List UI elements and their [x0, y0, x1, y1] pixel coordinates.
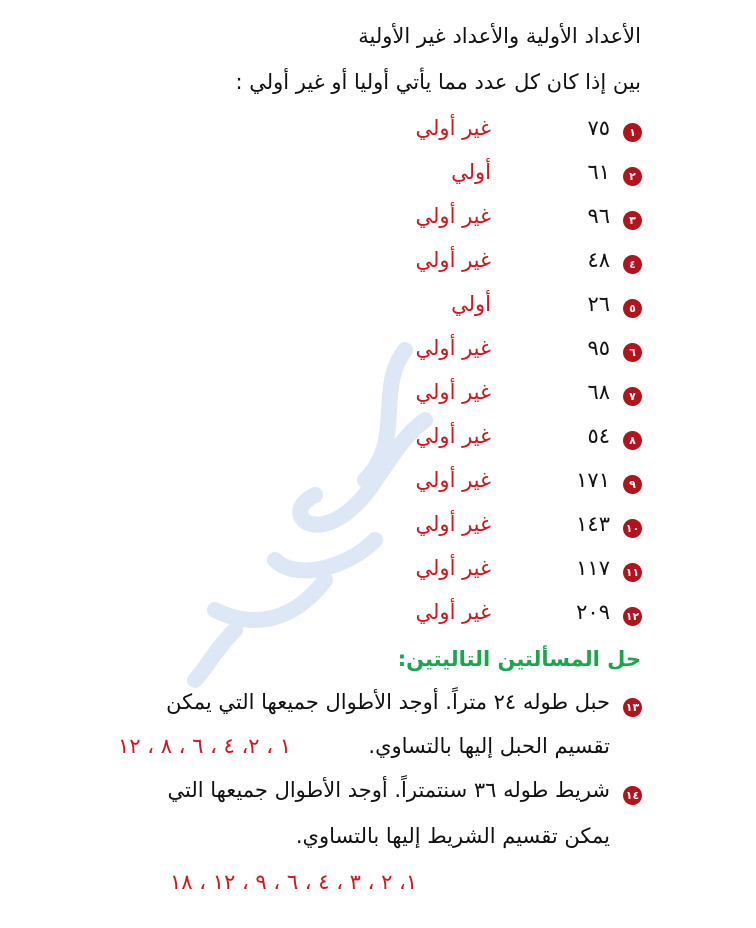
item-number: ٦١ [587, 160, 610, 184]
problem-text: يمكن تقسيم الشريط إليها بالتساوي. [295, 824, 610, 848]
page-title: الأعداد الأولية والأعداد غير الأولية [358, 24, 641, 48]
list-item [0, 424, 756, 464]
problem-answer: ١ ، ٢، ٤ ، ٦ ، ٨ ، ١٢ [118, 734, 291, 758]
item-number: ٥٤ [587, 424, 610, 448]
list-item [0, 248, 756, 288]
item-answer: أولي [451, 292, 491, 316]
number-badge: ١٢ [623, 607, 642, 626]
number-badge: ٥ [623, 299, 642, 318]
list-item [0, 292, 756, 332]
number-badge: ١١ [623, 563, 642, 582]
number-badge: ٦ [623, 343, 642, 362]
problem-text: حبل طوله ٢٤ متراً. أوجد الأطوال جميعها التي يمكن [166, 690, 610, 714]
problem-answer: ١، ٢ ، ٣ ، ٤ ، ٦ ، ٩ ، ١٢ ، ١٨ [170, 870, 418, 894]
item-number: ١١٧ [576, 556, 610, 580]
list-item [0, 380, 756, 420]
number-badge: ١ [623, 123, 642, 142]
list-item [0, 512, 756, 552]
number-badge: ٤ [623, 255, 642, 274]
number-badge: ١٣ [623, 698, 642, 717]
item-number: ٩٥ [587, 336, 610, 360]
list-item [0, 600, 756, 640]
item-answer: غير أولي [415, 600, 491, 624]
number-badge: ٢ [623, 167, 642, 186]
item-number: ١٤٣ [576, 512, 610, 536]
list-item [0, 116, 756, 156]
list-item [0, 160, 756, 200]
problem-text: تقسيم الحبل إليها بالتساوي. [368, 734, 610, 758]
item-answer: غير أولي [415, 468, 491, 492]
item-number: ١٧١ [576, 468, 610, 492]
list-item [0, 336, 756, 376]
item-answer: غير أولي [415, 116, 491, 140]
item-number: ٢٠٩ [576, 600, 610, 624]
item-number: ٢٦ [587, 292, 610, 316]
number-badge: ٣ [623, 211, 642, 230]
item-answer: غير أولي [415, 424, 491, 448]
section-title: حل المسألتين التاليتين: [397, 647, 641, 671]
item-number: ٧٥ [587, 116, 610, 140]
item-answer: أولي [451, 160, 491, 184]
list-item [0, 468, 756, 508]
number-badge: ١٠ [623, 519, 642, 538]
item-answer: غير أولي [415, 336, 491, 360]
item-number: ٩٦ [587, 204, 610, 228]
item-answer: غير أولي [415, 556, 491, 580]
item-number: ٦٨ [587, 380, 610, 404]
problem-text: شريط طوله ٣٦ سنتمتراً. أوجد الأطوال جميعها التي [167, 778, 610, 802]
list-item [0, 556, 756, 596]
item-answer: غير أولي [415, 380, 491, 404]
item-number: ٤٨ [587, 248, 610, 272]
instructions: بين إذا كان كل عدد مما يأتي أوليا أو غير أولي : [235, 70, 641, 94]
number-badge: ٩ [623, 475, 642, 494]
number-badge: ٨ [623, 431, 642, 450]
list-item [0, 204, 756, 244]
item-answer: غير أولي [415, 204, 491, 228]
item-answer: غير أولي [415, 512, 491, 536]
number-badge: ٧ [623, 387, 642, 406]
number-badge: ١٤ [623, 786, 642, 805]
item-answer: غير أولي [415, 248, 491, 272]
